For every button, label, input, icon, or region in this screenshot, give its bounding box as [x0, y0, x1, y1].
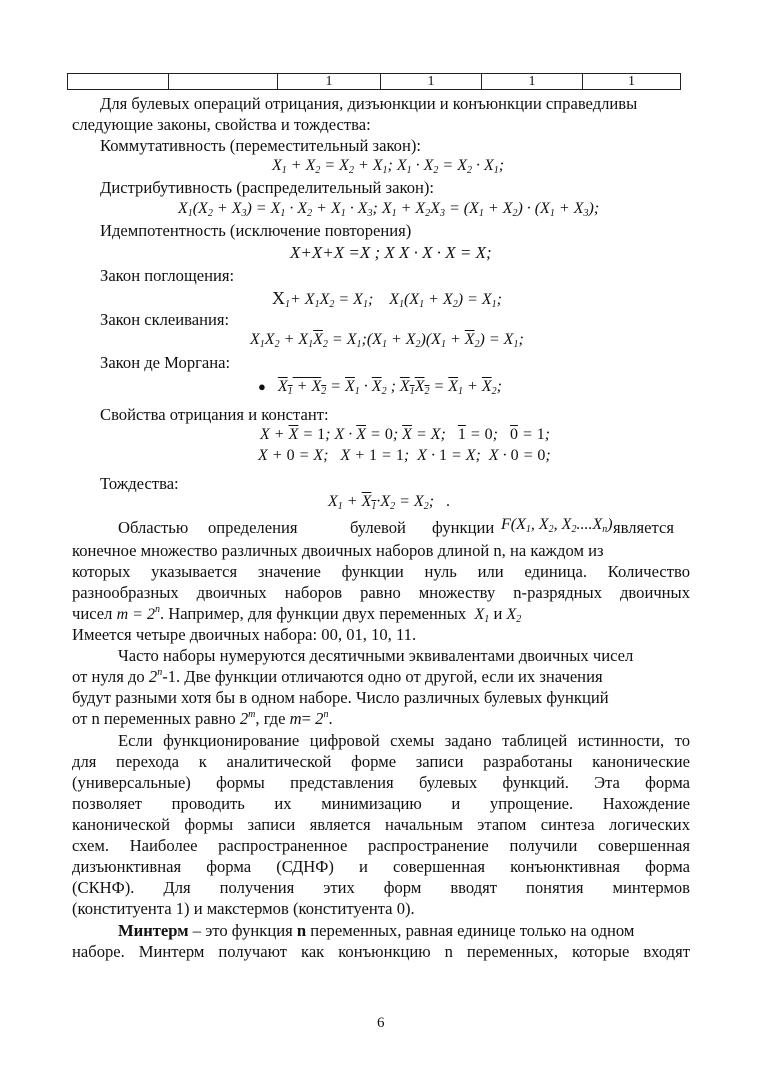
scheme-line-2: для перехода к аналитической форме записи разработаны канонические [72, 752, 690, 771]
distributive-heading: Дистрибутивность (распределительный закон): [100, 178, 435, 197]
scheme-line-1: Если функционирование цифровой схемы задано таблицей истинности, то [118, 731, 690, 750]
scheme-line-6: схем. Наиболее распространенное распространение получили совершенная [72, 836, 690, 855]
scheme-line-8: (СКНФ). Для получения этих форм вводят понятия минтермов [72, 878, 690, 897]
minterm-line-1: Минтерм – это функция n переменных, равная единице только на одном [118, 921, 635, 940]
idempotent-heading: Идемпотентность (исключение повторения) [100, 221, 412, 240]
domain-line-4: разнообразных двоичных наборов равно множеству n-разрядных двоичных [72, 583, 690, 602]
scheme-line-9: (конституента 1) и макстермов (конституента 0). [72, 899, 415, 918]
table-cell [68, 74, 169, 90]
domain-word-1: Областью [118, 518, 189, 537]
formula-negation-2: X + 0 = X; X + 1 = 1; X · 1 = X; X · 0 = 0; [258, 447, 551, 464]
identities-heading: Тождества: [100, 474, 179, 493]
table-cell: 1 [482, 74, 583, 90]
scheme-line-3: (универсальные) формы представления булевых функций. Эта форма [72, 773, 690, 792]
numbering-line-4: от n переменных равно 2$^m$, где $m= 2^n$. [72, 709, 333, 728]
table-cell: 1 [583, 74, 681, 90]
scheme-line-7: дизъюнктивная форма (СДНФ) и совершенная конъюнктивная форма [72, 857, 690, 876]
formula-absorption: $X_1+ X_1X_2 = X_1$; $X_1(X_1 + X_2) = X_1$; [272, 288, 502, 310]
formula-identity: $X_1 + X_1\cdot X_2 = X_2$; . [328, 493, 451, 512]
formula-demorgan: ● $X_1 + X_2 = \overline{X}_1 \cdot \overline{X}_2$ ; $X_1X_2 = \overline{X}_1 + \overline{X}_2$; [258, 378, 502, 397]
numbering-line-1: Часто наборы нумеруются десятичными эквивалентами двоичных чисел [118, 646, 634, 665]
gluing-heading: Закон склеивания: [100, 310, 230, 329]
domain-line-2: конечное множество различных двоичных наборов длиной n, на каждом из [72, 541, 604, 560]
table-cell: 1 [278, 74, 381, 90]
domain-word-3: булевой [350, 518, 406, 537]
domain-line-6: Имеется четыре двоичных набора: 00, 01, 10, 11. [72, 625, 417, 644]
domain-line-3: которых указывается значение функции нуль или единица. Количество [72, 562, 690, 581]
domain-word-2: определения [208, 518, 298, 537]
demorgan-heading: Закон де Моргана: [100, 353, 231, 372]
formula-distributive: $X_1(X_2 + X_3) = X_1 \cdot X_2 + X_1 \cdot X_3$; $X_1 + X_2X_3 = (X_1 + X_2) \cdot (X_1 + X_3)$; [178, 200, 600, 219]
numbering-line-2: от нуля до 2$^n$-1. Две функции отличаются одно от другой, если их значения [72, 667, 603, 686]
commutative-heading: Коммутативность (переместительный закон): [100, 136, 421, 155]
scheme-line-4: позволяет проводить их минимизацию и упрощение. Нахождение [72, 794, 690, 813]
table-row [68, 74, 681, 90]
intro-line-2: следующие законы, свойства и тождества: [72, 115, 371, 134]
page-number: 6 [377, 1015, 385, 1031]
truth-table-fragment [67, 73, 681, 90]
table-cell [169, 74, 278, 90]
absorption-heading: Закон поглощения: [100, 266, 235, 285]
minterm-line-2: наборе. Минтерм получают как конъюнкцию n переменных, которые входят [72, 942, 690, 961]
formula-function: $F(X_1$, $X_2$, $X_2....X_n$) [501, 516, 613, 535]
formula-idempotent: X+X+X =X ; X X · X · X = X; [290, 243, 492, 262]
formula-negation-1: $X + \overline{X} = 1$; $X \cdot \overline{X} = 0$; $\overline{X} = X$; 1 = 0; 0 = 1; [260, 426, 551, 443]
domain-word-5: является [613, 518, 674, 537]
domain-line-5: чисел $m = 2^n$. Например, для функции двух переменных $X_1$ и $X_2$ [72, 604, 522, 625]
domain-word-4: функции [432, 518, 495, 537]
scheme-line-5: канонической формы записи является начальным этапом синтеза логических [72, 815, 690, 834]
intro-line-1: Для булевых операций отрицания, дизъюнкции и конъюнкции справедливы [100, 94, 638, 113]
formula-commutative: $X_1 + X_2 = X_2 + X_1$; $X_1 \cdot X_2 = X_2 \cdot X_1$; [272, 157, 505, 176]
table-cell: 1 [381, 74, 482, 90]
negation-heading: Свойства отрицания и констант: [100, 405, 329, 424]
formula-gluing: $X_1X_2 + X_1\overline{X}_2$ = $X_1;(X_1 + X_2)(X_1 + \overline{X}_2) = X_1$; [250, 331, 524, 350]
numbering-line-3: будут разными хотя бы в одном наборе. Число различных булевых функций [72, 688, 609, 707]
